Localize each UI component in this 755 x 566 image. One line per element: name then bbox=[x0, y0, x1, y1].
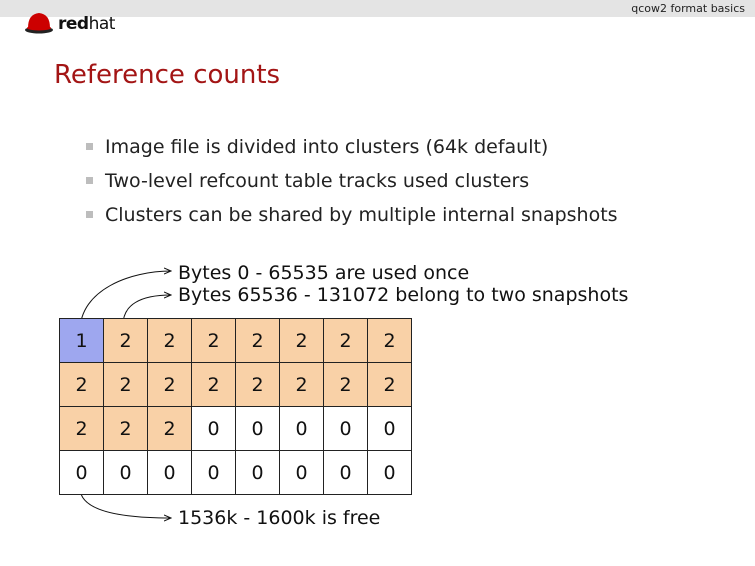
bullet-square-icon bbox=[86, 177, 93, 184]
refcount-cell: 2 bbox=[60, 407, 104, 451]
bullet-list bbox=[86, 133, 618, 235]
slide-title: Reference counts bbox=[54, 60, 281, 90]
grid-row bbox=[60, 407, 412, 451]
logo-wordmark-bold: red bbox=[58, 14, 89, 34]
refcount-cell: 0 bbox=[104, 451, 148, 495]
annotation-bytes-two: Bytes 65536 - 131072 belong to two snapshots bbox=[178, 284, 629, 306]
section-label: qcow2 format basics bbox=[631, 2, 745, 15]
refcount-cell: 2 bbox=[324, 319, 368, 363]
refcount-cell: 2 bbox=[148, 407, 192, 451]
refcount-cell: 2 bbox=[236, 319, 280, 363]
grid-row bbox=[60, 363, 412, 407]
bullet-item bbox=[86, 133, 618, 167]
refcount-cell: 2 bbox=[192, 363, 236, 407]
bullet-square-icon bbox=[86, 143, 93, 150]
bullet-item bbox=[86, 201, 618, 235]
refcount-cell: 0 bbox=[324, 451, 368, 495]
refcount-cell: 2 bbox=[148, 319, 192, 363]
refcount-cell: 2 bbox=[368, 319, 412, 363]
bullet-text: Clusters can be shared by multiple internal snapshots bbox=[105, 204, 618, 226]
refcount-cell: 2 bbox=[104, 319, 148, 363]
annotation-bytes-once: Bytes 0 - 65535 are used once bbox=[178, 262, 470, 284]
bullet-square-icon bbox=[86, 211, 93, 218]
refcount-cell: 0 bbox=[324, 407, 368, 451]
bullet-text: Image file is divided into clusters (64k default) bbox=[105, 136, 549, 158]
refcount-cell: 0 bbox=[368, 451, 412, 495]
refcount-cell: 0 bbox=[192, 407, 236, 451]
grid-row bbox=[60, 451, 412, 495]
refcount-cell: 0 bbox=[236, 451, 280, 495]
refcount-cell: 2 bbox=[280, 363, 324, 407]
refcount-cell: 2 bbox=[104, 363, 148, 407]
refcount-cell: 2 bbox=[148, 363, 192, 407]
refcount-cell: 0 bbox=[280, 451, 324, 495]
annotation-free: 1536k - 1600k is free bbox=[178, 507, 381, 529]
refcount-cell: 0 bbox=[60, 451, 104, 495]
grid-row bbox=[60, 319, 412, 363]
refcount-cell: 0 bbox=[148, 451, 192, 495]
shadowman-icon bbox=[24, 10, 58, 36]
refcount-cell: 2 bbox=[192, 319, 236, 363]
refcount-cell: 0 bbox=[236, 407, 280, 451]
refcount-cell: 0 bbox=[192, 451, 236, 495]
logo-wordmark bbox=[58, 14, 115, 34]
refcount-cell: 1 bbox=[60, 319, 104, 363]
refcount-cell: 2 bbox=[368, 363, 412, 407]
refcount-cell: 2 bbox=[104, 407, 148, 451]
refcount-cell: 2 bbox=[280, 319, 324, 363]
refcount-cell: 2 bbox=[236, 363, 280, 407]
refcount-grid bbox=[59, 318, 412, 495]
refcount-cell: 0 bbox=[280, 407, 324, 451]
refcount-cell: 2 bbox=[60, 363, 104, 407]
bullet-item bbox=[86, 167, 618, 201]
refcount-cell: 0 bbox=[368, 407, 412, 451]
refcount-cell: 2 bbox=[324, 363, 368, 407]
logo-wordmark-light: hat bbox=[88, 14, 115, 34]
bullet-text: Two-level refcount table tracks used clusters bbox=[105, 170, 530, 192]
redhat-logo bbox=[24, 10, 134, 36]
